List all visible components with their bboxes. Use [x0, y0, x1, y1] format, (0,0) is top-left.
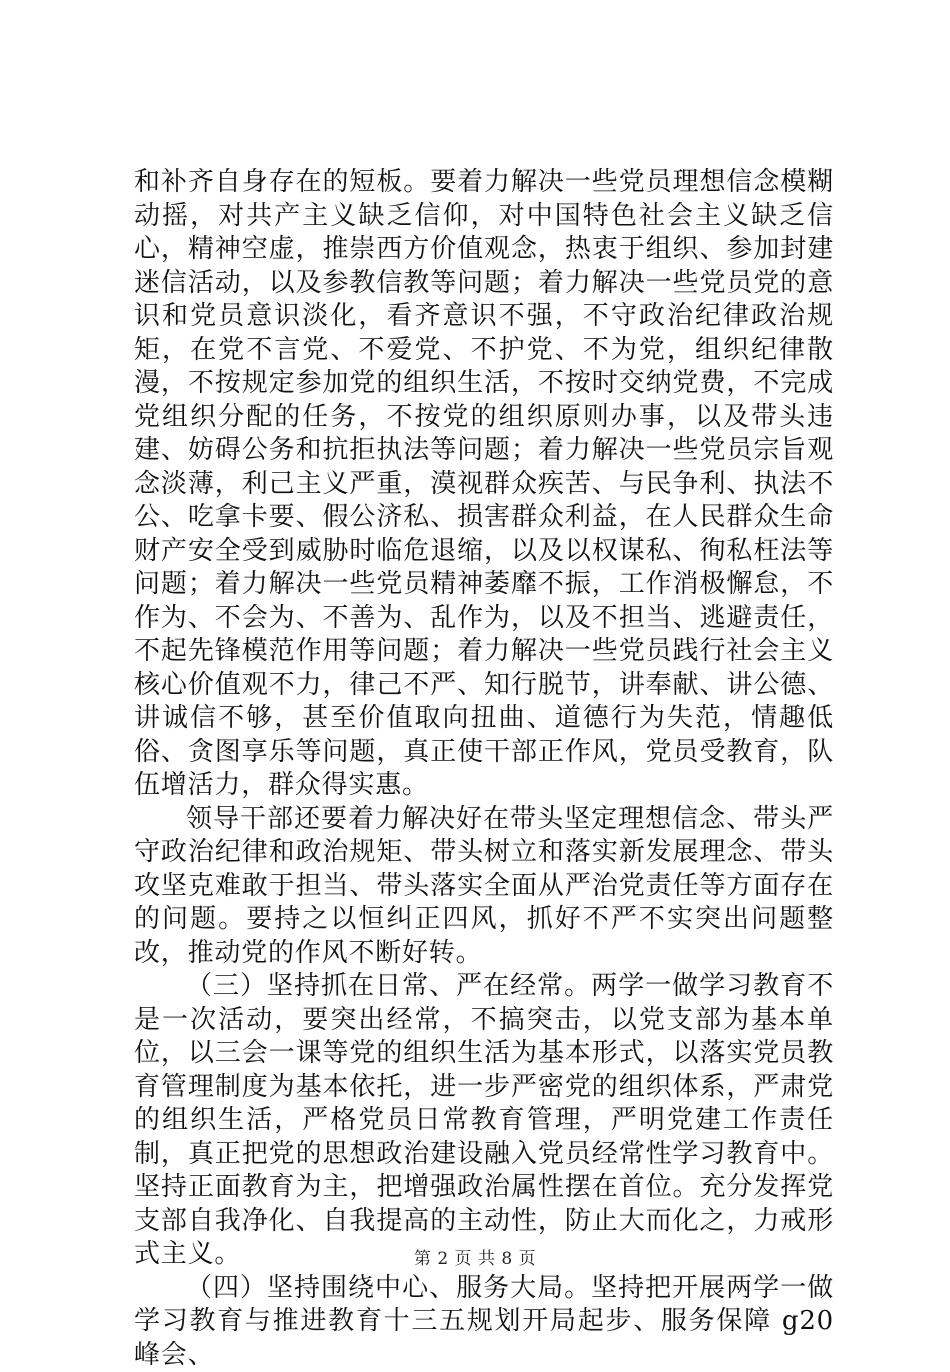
- page-number-footer: 第 2 页 共 8 页: [0, 1244, 950, 1269]
- document-body: [134, 166, 834, 1372]
- paragraph-2: 领导干部还要着力解决好在带头坚定理想信念、带头严守政治纪律和政治规矩、带头树立和落实新发展理念、带头攻坚克难敢于担当、带头落实全面从严治党责任等方面存在的问题。要持之以恒纠正四风，抓好不严不实突出问题整改，推动党的作风不断好转。: [134, 803, 834, 971]
- paragraph-3: （三）坚持抓在日常、严在经常。两学一做学习教育不是一次活动，要突出经常，不搞突击，以党支部为基本单位，以三会一课等党的组织生活为基本形式，以落实党员教育管理制度为基本依托，进一步严密党的组织体系，严肃党的组织生活，严格党员日常教育管理，严明党建工作责任制，真正把党的思想政治建设融入党员经常性学习教育中。坚持正面教育为主，把增强政治属性摆在首位。充分发挥党支部自我净化、自我提高的主动性，防止大而化之，力戒形式主义。: [134, 970, 834, 1272]
- paragraph-4: （四）坚持围绕中心、服务大局。坚持把开展两学一做学习教育与推进教育十三五规划开局起步、服务保障 g20 峰会、: [134, 1272, 834, 1372]
- paragraph-1: 和补齐自身存在的短板。要着力解决一些党员理想信念模糊动摇，对共产主义缺乏信仰，对中国特色社会主义缺乏信心，精神空虚，推崇西方价值观念，热衷于组织、参加封建迷信活动，以及参教信教等问题；着力解决一些党员党的意识和党员意识淡化，看齐意识不强，不守政治纪律政治规矩，在党不言党、不爱党、不护党、不为党，组织纪律散漫，不按规定参加党的组织生活，不按时交纳党费，不完成党组织分配的任务，不按党的组织原则办事，以及带头违建、妨碍公务和抗拒执法等问题；着力解决一些党员宗旨观念淡薄，利己主义严重，漠视群众疾苦、与民争利、执法不公、吃拿卡要、假公济私、损害群众利益，在人民群众生命财产安全受到威胁时临危退缩，以及以权谋私、徇私枉法等问题；着力解决一些党员精神萎靡不振，工作消极懈怠，不作为、不会为、不善为、乱作为，以及不担当、逃避责任，不起先锋模范作用等问题；着力解决一些党员践行社会主义核心价值观不力，律己不严、知行脱节，讲奉献、讲公德、讲诚信不够，甚至价值取向扭曲、道德行为失范，情趣低俗、贪图享乐等问题，真正使干部正作风，党员受教育，队伍增活力，群众得实惠。: [134, 166, 834, 803]
